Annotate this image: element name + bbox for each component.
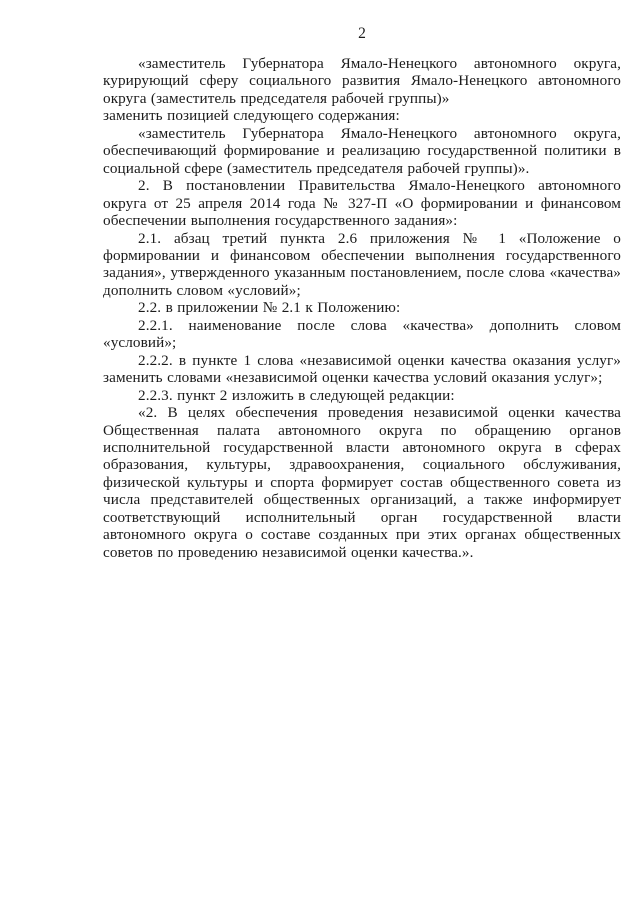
paragraph: «2. В целях обеспечения проведения независимой оценки качества Общественная палата автономного округа по обращению органов исполнительной государственной власти автономного округа в сферах образования, культуры, здравоохранения, социального обслуживания, физической культуры и спорта формирует состав общественного совета из числа представителей общественных организаций, а также информирует соответствующий исполнительный орган государственной власти автономного округа о составе созданных при этих органах общественных советов по проведению независимой оценки качества.».: [103, 404, 621, 561]
paragraph: 2.2.1. наименование после слова «качества» дополнить словом «условий»;: [103, 316, 621, 352]
paragraph: «заместитель Губернатора Ямало-Ненецкого автономного округа, курирующий сферу социального развития Ямало-Ненецкого автономного округа (заместитель председателя рабочей группы)»: [103, 55, 621, 107]
paragraph: 2.2.3. пункт 2 изложить в следующей редакции:: [138, 386, 455, 404]
paragraph: «заместитель Губернатора Ямало-Ненецкого автономного округа, обеспечивающий формирование и реализацию государственной политики в социальной сфере (заместитель председателя рабочей группы)».: [103, 124, 621, 177]
paragraph: 2.1. абзац третий пункта 2.6 приложения № 1 «Положение о формировании и финансовом обеспечении выполнения государственного задания», утвержденного указанным постановлением, после слова «качества» дополнить словом «условий»;: [103, 229, 621, 299]
page-number: 2: [358, 25, 366, 42]
paragraph: заменить позицией следующего содержания:: [103, 107, 400, 125]
document-body: [103, 55, 621, 561]
paragraph: 2. В постановлении Правительства Ямало-Ненецкого автономного округа от 25 апреля 2014 года № 327-П «О формировании и финансовом обеспечении выполнения государственного задания»:: [103, 177, 621, 230]
paragraph: 2.2. в приложении № 2.1 к Положению:: [138, 299, 401, 317]
paragraph: 2.2.2. в пункте 1 слова «независимой оценки качества оказания услуг» заменить словами «независимой оценки качества условий оказания услуг»;: [103, 351, 621, 387]
